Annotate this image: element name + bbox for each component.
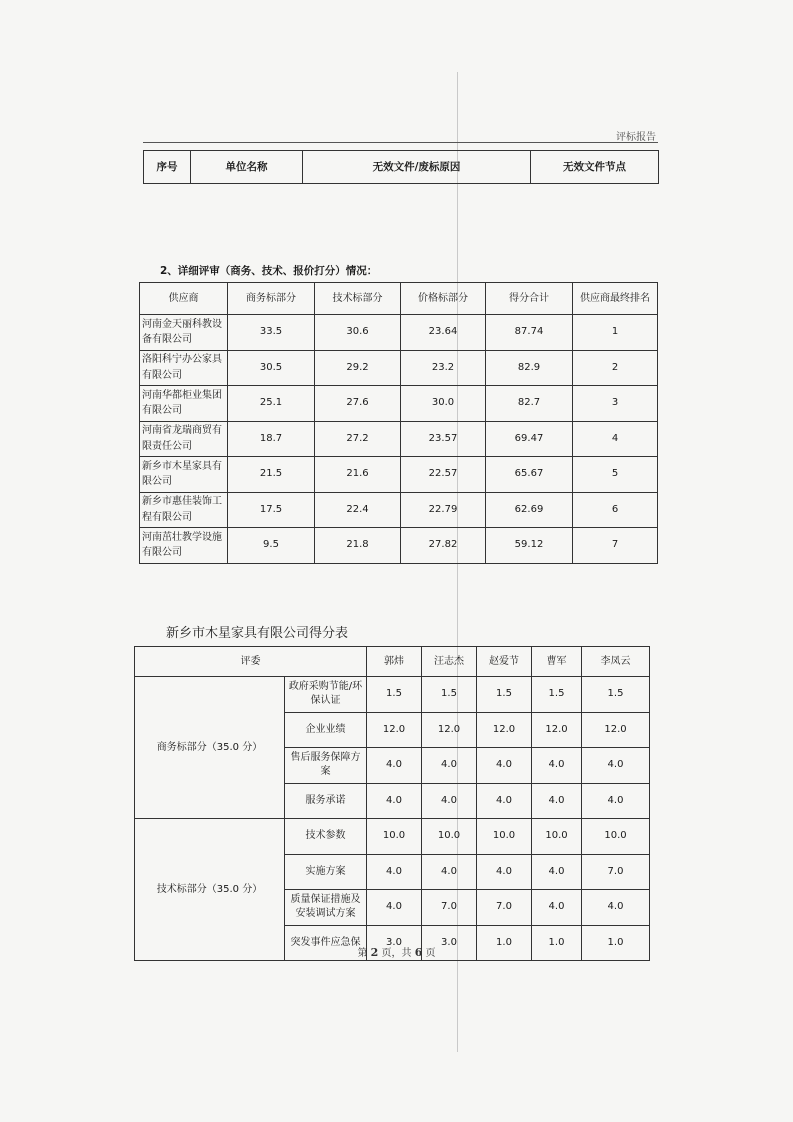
score-cell: 22.4: [315, 492, 401, 528]
header-cell: 无效文件节点: [531, 151, 659, 184]
score-cell: 21.6: [315, 457, 401, 493]
header-cell: 供应商: [140, 283, 228, 315]
score-cell: 4.0: [367, 854, 422, 890]
score-cell: 4.0: [422, 783, 477, 819]
score-cell: 21.5: [228, 457, 315, 493]
score-cell: 10.0: [477, 819, 532, 855]
score-cell: 10.0: [582, 819, 650, 855]
score-cell: 4.0: [582, 890, 650, 926]
score-cell: 27.82: [401, 528, 486, 564]
score-cell: 1.5: [367, 677, 422, 713]
score-cell: 22.79: [401, 492, 486, 528]
footer-total-pages: 6: [414, 946, 423, 959]
score-cell: 1.0: [582, 925, 650, 961]
criterion-cell: 售后服务保障方案: [285, 748, 367, 784]
score-cell: 1.5: [532, 677, 582, 713]
table-row: [135, 677, 650, 713]
table-row: [140, 386, 658, 422]
score-cell: 1.5: [422, 677, 477, 713]
score-cell: 7: [573, 528, 658, 564]
score-cell: 3.0: [367, 925, 422, 961]
score-cell: 82.7: [486, 386, 573, 422]
table-row: [140, 350, 658, 386]
score-cell: 4.0: [367, 890, 422, 926]
criterion-cell: 政府采购节能/环保认证: [285, 677, 367, 713]
score-cell: 82.9: [486, 350, 573, 386]
score-cell: 22.57: [401, 457, 486, 493]
score-cell: 7.0: [422, 890, 477, 926]
score-cell: 18.7: [228, 421, 315, 457]
header-rule: [143, 142, 658, 143]
table-header-row: [144, 151, 659, 184]
supplier-name-cell: 河南省龙瑞商贸有限责任公司: [140, 421, 228, 457]
score-cell: 10.0: [367, 819, 422, 855]
score-cell: 23.64: [401, 315, 486, 351]
supplier-name-cell: 新乡市惠佳装饰工程有限公司: [140, 492, 228, 528]
score-cell: 3: [573, 386, 658, 422]
score-cell: 4.0: [477, 783, 532, 819]
score-cell: 12.0: [582, 712, 650, 748]
score-cell: 30.6: [315, 315, 401, 351]
supplier-name-cell: 河南金天丽科教设备有限公司: [140, 315, 228, 351]
score-cell: 4.0: [477, 854, 532, 890]
score-cell: 1.5: [582, 677, 650, 713]
score-cell: 2: [573, 350, 658, 386]
table-row: [140, 457, 658, 493]
score-cell: 33.5: [228, 315, 315, 351]
score-table: [134, 646, 650, 961]
page-footer: [0, 944, 793, 959]
header-cell: 单位名称: [191, 151, 303, 184]
group-name-cell: 商务标部分（35.0 分）: [135, 677, 285, 819]
footer-prefix: 第: [357, 948, 368, 959]
table-row: [135, 819, 650, 855]
judge-name-cell: 郭炜: [367, 647, 422, 677]
score-cell: 25.1: [228, 386, 315, 422]
score-cell: 5: [573, 457, 658, 493]
score-cell: 30.0: [401, 386, 486, 422]
judge-name-cell: 汪志杰: [422, 647, 477, 677]
detail-review-table: [139, 282, 658, 564]
table-header-row: [135, 647, 650, 677]
header-cell: 商务标部分: [228, 283, 315, 315]
header-cell: 技术标部分: [315, 283, 401, 315]
score-cell: 6: [573, 492, 658, 528]
footer-suffix: 页: [425, 948, 436, 959]
table-header-row: [140, 283, 658, 315]
supplier-name-cell: 河南华都柜业集团有限公司: [140, 386, 228, 422]
table-row: [140, 315, 658, 351]
report-label: 评标报告: [616, 132, 656, 143]
supplier-name-cell: 新乡市木星家具有限公司: [140, 457, 228, 493]
header-cell: 价格标部分: [401, 283, 486, 315]
group-name-cell: 技术标部分（35.0 分）: [135, 819, 285, 961]
score-cell: 9.5: [228, 528, 315, 564]
score-cell: 4.0: [582, 783, 650, 819]
score-cell: 4.0: [477, 748, 532, 784]
score-cell: 3.0: [422, 925, 477, 961]
score-cell: 27.2: [315, 421, 401, 457]
score-cell: 69.47: [486, 421, 573, 457]
judge-name-cell: 赵爱节: [477, 647, 532, 677]
table-row: [140, 492, 658, 528]
score-cell: 10.0: [422, 819, 477, 855]
section-title-detail: 2、详细评审（商务、技术、报价打分）情况：: [160, 265, 378, 277]
score-cell: 1.0: [532, 925, 582, 961]
header-cell: 得分合计: [486, 283, 573, 315]
header-cell: 序号: [144, 151, 191, 184]
footer-middle: 页，共: [381, 948, 412, 959]
judge-name-cell: 曹军: [532, 647, 582, 677]
score-cell: 87.74: [486, 315, 573, 351]
criterion-cell: 企业业绩: [285, 712, 367, 748]
criterion-cell: 突发事件应急保: [285, 925, 367, 961]
score-cell: 4.0: [532, 890, 582, 926]
score-cell: 12.0: [367, 712, 422, 748]
score-cell: 23.57: [401, 421, 486, 457]
score-cell: 4.0: [422, 748, 477, 784]
score-cell: 4.0: [367, 783, 422, 819]
score-cell: 12.0: [532, 712, 582, 748]
score-cell: 4.0: [367, 748, 422, 784]
table-row: [140, 421, 658, 457]
score-cell: 62.69: [486, 492, 573, 528]
score-cell: 12.0: [422, 712, 477, 748]
score-cell: 23.2: [401, 350, 486, 386]
score-cell: 7.0: [477, 890, 532, 926]
score-cell: 59.12: [486, 528, 573, 564]
supplier-name-cell: 河南茁壮教学设施有限公司: [140, 528, 228, 564]
score-cell: 30.5: [228, 350, 315, 386]
invalid-docs-table: [143, 150, 659, 184]
score-cell: 4.0: [532, 748, 582, 784]
criterion-cell: 实施方案: [285, 854, 367, 890]
score-cell: 4.0: [532, 854, 582, 890]
header-cell: 供应商最终排名: [573, 283, 658, 315]
score-cell: 21.8: [315, 528, 401, 564]
footer-page-number: 2: [370, 946, 379, 959]
score-cell: 4.0: [422, 854, 477, 890]
score-cell: 10.0: [532, 819, 582, 855]
score-cell: 27.6: [315, 386, 401, 422]
criterion-cell: 服务承诺: [285, 783, 367, 819]
score-cell: 65.67: [486, 457, 573, 493]
supplier-name-cell: 洛阳科宁办公家具有限公司: [140, 350, 228, 386]
criterion-cell: 技术参数: [285, 819, 367, 855]
score-cell: 7.0: [582, 854, 650, 890]
score-cell: 4.0: [532, 783, 582, 819]
score-cell: 17.5: [228, 492, 315, 528]
score-cell: 4: [573, 421, 658, 457]
score-cell: 1.0: [477, 925, 532, 961]
score-cell: 12.0: [477, 712, 532, 748]
header-cell: 无效文件/废标原因: [303, 151, 531, 184]
judge-label-cell: 评委: [135, 647, 367, 677]
judge-name-cell: 李凤云: [582, 647, 650, 677]
section-title-score: 新乡市木星家具有限公司得分表: [166, 626, 349, 641]
score-cell: 29.2: [315, 350, 401, 386]
score-cell: 1.5: [477, 677, 532, 713]
table-row: [140, 528, 658, 564]
score-cell: 4.0: [582, 748, 650, 784]
score-cell: 1: [573, 315, 658, 351]
criterion-cell: 质量保证措施及安装调试方案: [285, 890, 367, 926]
